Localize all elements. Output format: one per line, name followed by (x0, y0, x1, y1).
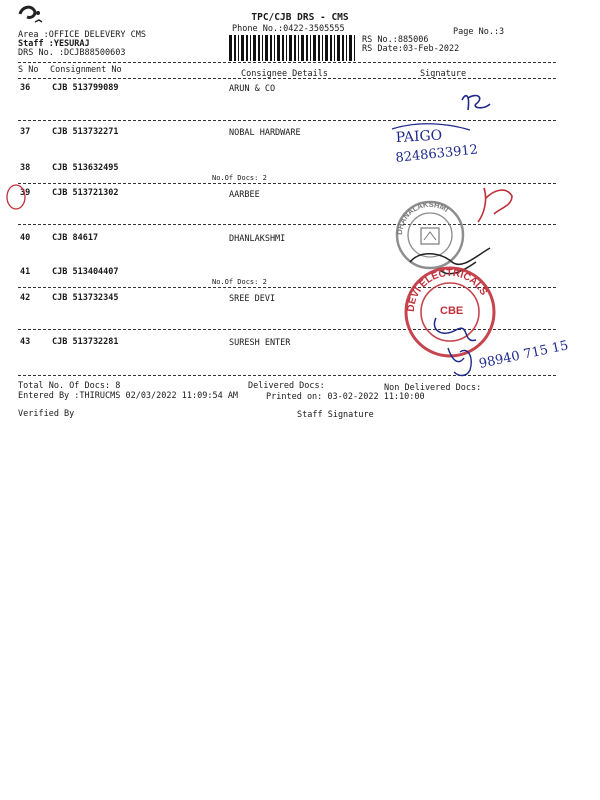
barcode-bar (270, 35, 272, 61)
barcode-bar (342, 35, 344, 61)
row-consignee: AARBEE (229, 190, 260, 200)
divider (18, 78, 556, 79)
non-delivered-docs: Non Delivered Docs: (384, 383, 482, 393)
row-sno: 40 (20, 233, 31, 243)
column-header-sno: S No (18, 65, 39, 75)
page-title: TPC/CJB DRS - CMS (251, 12, 349, 23)
barcode-bar (349, 35, 352, 61)
row-consignee: SREE DEVI (229, 294, 276, 304)
barcode-icon (229, 35, 355, 61)
row-docs-count: No.Of Docs: 2 (212, 278, 267, 286)
barcode-bar (337, 35, 340, 61)
barcode-bar (289, 35, 292, 61)
column-header-consignment: Consignment No (50, 65, 122, 75)
barcode-bar (234, 35, 236, 61)
barcode-bar (306, 35, 308, 61)
row-sno: 36 (20, 83, 31, 93)
barcode-bar (246, 35, 248, 61)
delivered-docs: Delivered Docs: (248, 381, 325, 391)
barcode-bar (286, 35, 287, 61)
column-header-consignee: Consignee Details (241, 69, 328, 79)
divider (18, 62, 556, 63)
row-consignment-no: CJB 513732345 (52, 293, 119, 303)
divider (18, 329, 556, 330)
printed-on: Printed on: 03-02-2022 11:10:00 (266, 392, 425, 402)
row-consignee: NOBAL HARDWARE (229, 128, 301, 138)
entered-by: Entered By :THIRUCMS 02/03/2022 11:09:54 AM (18, 391, 239, 401)
signature-icon (478, 188, 512, 222)
barcode-bar (298, 35, 299, 61)
barcode-bar (250, 35, 251, 61)
handwritten-phone: 8248633912 (394, 142, 479, 166)
company-logo-icon (18, 4, 46, 26)
barcode-bar (258, 35, 260, 61)
barcode-bar (313, 35, 316, 61)
divider (18, 287, 556, 288)
barcode-bar (241, 35, 244, 61)
dhanalakshmi-stamp-icon (395, 200, 463, 268)
stamp-cbe-text: CBE (440, 305, 464, 317)
rs-number: RS No.:885006 (362, 35, 429, 45)
row-consignment-no: CJB 513732271 (52, 127, 119, 137)
page-number: Page No.:3 (453, 27, 505, 37)
barcode-bar (318, 35, 320, 61)
barcode-bar (229, 35, 232, 61)
svg-text:DEVI ELECTRICALS: DEVI ELECTRICALS (405, 267, 490, 313)
row-consignment-no: CJB 513799089 (52, 83, 119, 93)
staff-signature-label: Staff Signature (297, 410, 374, 420)
barcode-bar (346, 35, 347, 61)
row-consignee: DHANLAKSHMI (229, 234, 286, 244)
staff-label: Staff :YESURAJ (18, 39, 90, 49)
column-header-signature: Signature (420, 69, 467, 79)
barcode-bar (310, 35, 311, 61)
row-docs-count: No.Of Docs: 2 (212, 174, 267, 182)
row-consignment-no: CJB 513632495 (52, 163, 119, 173)
handwritten-phone: 98940 715 15 (477, 338, 570, 372)
row-consignment-no: CJB 513721302 (52, 188, 119, 198)
barcode-bar (265, 35, 268, 61)
divider (18, 120, 556, 121)
row-consignment-no: CJB 513732281 (52, 337, 119, 347)
barcode-bar (301, 35, 304, 61)
barcode-bar (262, 35, 263, 61)
barcode-bar (294, 35, 296, 61)
barcode-bar (330, 35, 332, 61)
row-sno: 43 (20, 337, 31, 347)
barcode-bar (253, 35, 256, 61)
total-docs: Total No. Of Docs: 8 (18, 381, 121, 391)
row-sno: 42 (20, 293, 31, 303)
signature-icon (448, 348, 471, 376)
row-sno: 37 (20, 127, 31, 137)
drs-number: DRS No. :DCJB88500603 (18, 48, 126, 58)
barcode-bar (238, 35, 239, 61)
rs-date: RS Date:03-Feb-2022 (362, 44, 460, 54)
row-consignee: SURESH ENTER (229, 338, 291, 348)
barcode-bar (282, 35, 284, 61)
barcode-bar (274, 35, 275, 61)
barcode-bar (354, 35, 355, 61)
row-sno: 41 (20, 267, 31, 277)
row-sno: 39 (20, 188, 31, 198)
barcode-bar (325, 35, 328, 61)
verified-by: Verified By (18, 409, 75, 419)
signature-icon (410, 248, 490, 274)
signature-icon (462, 96, 490, 110)
barcode-bar (277, 35, 280, 61)
barcode-bar (334, 35, 335, 61)
row-consignee: ARUN & CO (229, 84, 276, 94)
divider (18, 375, 556, 376)
row-consignment-no: CJB 513404407 (52, 267, 119, 277)
barcode-bar (322, 35, 323, 61)
divider (18, 183, 556, 184)
divider (18, 224, 556, 225)
devi-electricals-stamp-icon (406, 268, 494, 356)
handwritten-name: PAIGO (395, 127, 443, 146)
phone-number: Phone No.:0422-3505555 (232, 24, 345, 34)
svg-text:DHANALAKSHMI: DHANALAKSHMI (394, 199, 451, 236)
row-sno: 38 (20, 163, 31, 173)
row-consignment-no: CJB 84617 (52, 233, 99, 243)
area-label: Area :OFFICE DELEVERY CMS (18, 30, 146, 40)
signature-icon (392, 124, 470, 130)
